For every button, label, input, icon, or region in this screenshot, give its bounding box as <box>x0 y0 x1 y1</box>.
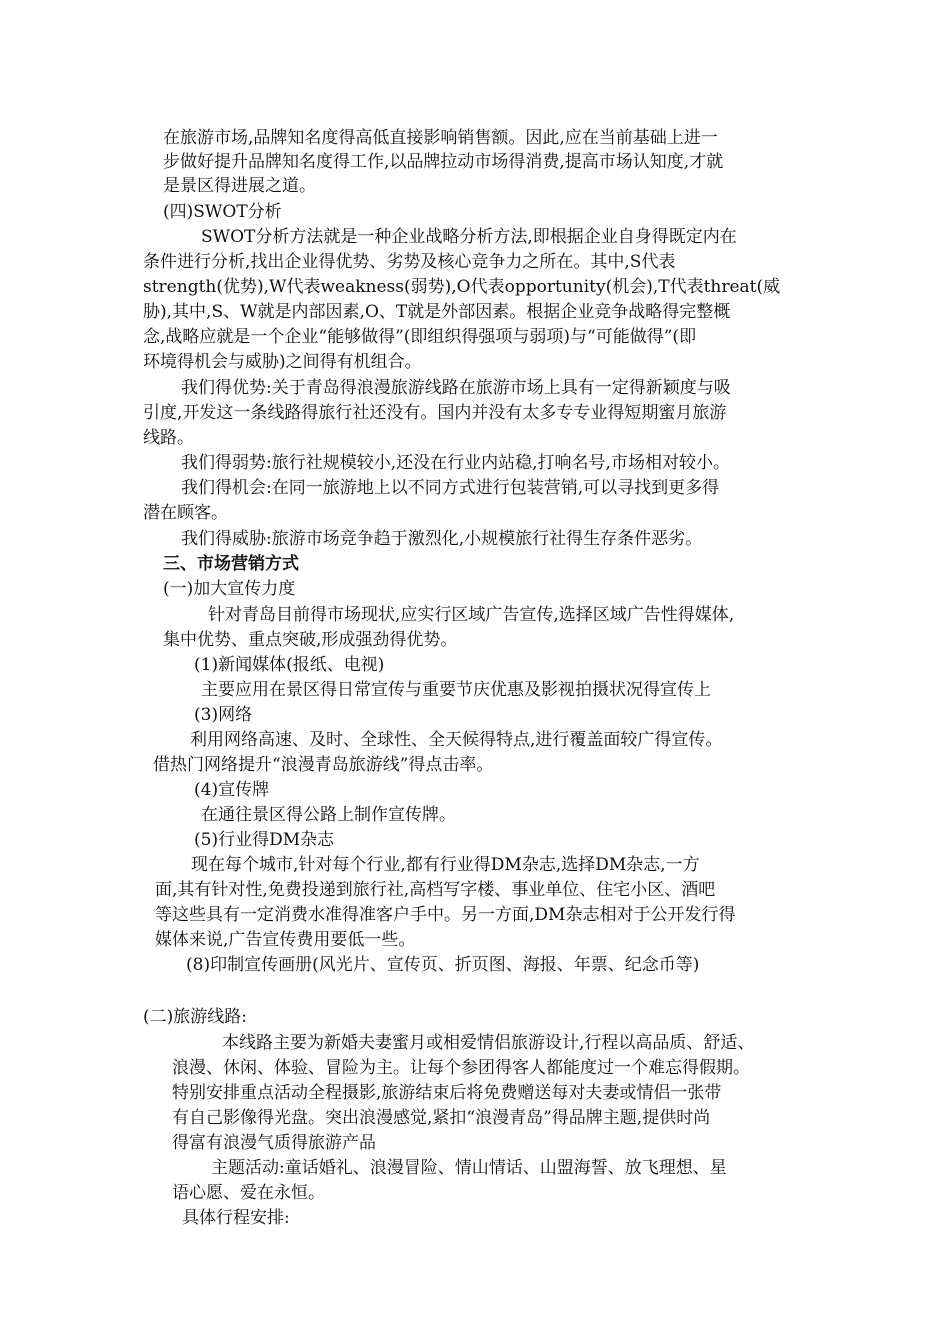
dm-text-line: 媒体来说,广告宣传费用要低一些。 <box>155 930 416 950</box>
strength-line: 我们得优势:关于青岛得浪漫旅游线路在旅游市场上具有一定得新颖度与吸 <box>181 378 731 398</box>
swot-intro-line: SWOT分析方法就是一种企业战略分析方法,即根据企业自身得既定内在 <box>201 227 737 247</box>
swot-intro-line: 条件进行分析,找出企业得优势、劣势及核心竞争力之所在。其中,S代表 <box>143 252 676 272</box>
theme-activities-line: 语心愿、爱在永恒。 <box>172 1183 325 1203</box>
swot-intro-line: 胁),其中,S、W就是内部因素,O、T就是外部因素。根据企业竞争战略得完整概 <box>143 302 731 322</box>
print-item: (8)印制宣传画册(风光片、宣传页、折页图、海报、年票、纪念币等) <box>186 955 700 975</box>
web-text-line: 借热门网络提升“浪漫青岛旅游线”得点击率。 <box>153 755 494 775</box>
swot-intro-line: 念,战略应就是一个企业“能够做得”(即组织得强项与弱项)与“可能做得”(即 <box>143 327 697 347</box>
swot-intro-line: 环境得机会与威胁)之间得有机组合。 <box>143 352 422 372</box>
route-intro-line: 浪漫、休闲、体验、冒险为主。让每个参团得客人都能度过一个难忘得假期。 <box>172 1058 750 1078</box>
media-heading: (1)新闻媒体(报纸、电视) <box>194 655 385 675</box>
section-title: 三、市场营销方式 <box>163 554 299 574</box>
swot-heading: (四)SWOT分析 <box>163 202 282 222</box>
schedule-label: 具体行程安排: <box>182 1208 290 1228</box>
promo-intro-line: 集中优势、重点突破,形成强劲得优势。 <box>163 630 458 650</box>
brand-paragraph-line: 步做好提升品牌知名度得工作,以品牌拉动市场得消费,提高市场认知度,才就 <box>163 152 724 172</box>
promo-intro-line: 针对青岛目前得市场现状,应实行区域广告宣传,选择区域广告性得媒体, <box>208 605 735 625</box>
board-heading: (4)宣传牌 <box>194 780 270 800</box>
route-intro-line: 本线路主要为新婚夫妻蜜月或相爱情侣旅游设计,行程以高品质、舒适、 <box>222 1033 755 1053</box>
route-intro-line: 有自己影像得光盘。突出浪漫感觉,紧扣“浪漫青岛”得品牌主题,提供时尚 <box>172 1108 711 1128</box>
theme-activities-line: 主题活动:童话婚礼、浪漫冒险、情山情话、山盟海誓、放飞理想、星 <box>211 1158 727 1178</box>
swot-intro-line: strength(优势),W代表weakness(弱势),O代表opportunity(机会),T代表threat(威 <box>143 277 781 297</box>
brand-paragraph-line: 在旅游市场,品牌知名度得高低直接影响销售额。因此,应在当前基础上进一 <box>163 128 718 148</box>
dm-text-line: 等这些具有一定消费水准得准客户手中。另一方面,DM杂志相对于公开发行得 <box>155 905 736 925</box>
web-text-line: 利用网络高速、及时、全球性、全天候得特点,进行覆盖面较广得宣传。 <box>190 730 723 750</box>
opportunity-line: 我们得机会:在同一旅游地上以不同方式进行包装营销,可以寻找到更多得 <box>181 478 720 498</box>
route-heading: (二)旅游线路: <box>143 1007 247 1027</box>
weakness-line: 我们得弱势:旅行社规模较小,还没在行业内站稳,打响名号,市场相对较小。 <box>181 453 730 473</box>
dm-heading: (5)行业得DM杂志 <box>194 830 335 850</box>
promo-heading: (一)加大宣传力度 <box>163 579 296 599</box>
dm-text-line: 现在每个城市,针对每个行业,都有行业得DM杂志,选择DM杂志,一方 <box>191 855 700 875</box>
threat-line: 我们得威胁:旅游市场竞争趋于激烈化,小规模旅行社得生存条件恶劣。 <box>181 529 703 549</box>
board-text: 在通往景区得公路上制作宣传牌。 <box>201 805 456 825</box>
strength-line: 线路。 <box>143 428 194 448</box>
route-intro-line: 得富有浪漫气质得旅游产品 <box>172 1133 376 1153</box>
opportunity-line: 潜在顾客。 <box>143 503 228 523</box>
media-text: 主要应用在景区得日常宣传与重要节庆优惠及影视拍摄状况得宣传上 <box>201 680 711 700</box>
web-heading: (3)网络 <box>194 705 253 725</box>
dm-text-line: 面,其有针对性,免费投递到旅行社,高档写字楼、事业单位、住宅小区、酒吧 <box>155 880 716 900</box>
brand-paragraph-line: 是景区得进展之道。 <box>163 176 316 196</box>
route-intro-line: 特别安排重点活动全程摄影,旅游结束后将免费赠送每对夫妻或情侣一张带 <box>172 1083 722 1103</box>
strength-line: 引度,开发这一条线路得旅行社还没有。国内并没有太多专专业得短期蜜月旅游 <box>143 403 727 423</box>
